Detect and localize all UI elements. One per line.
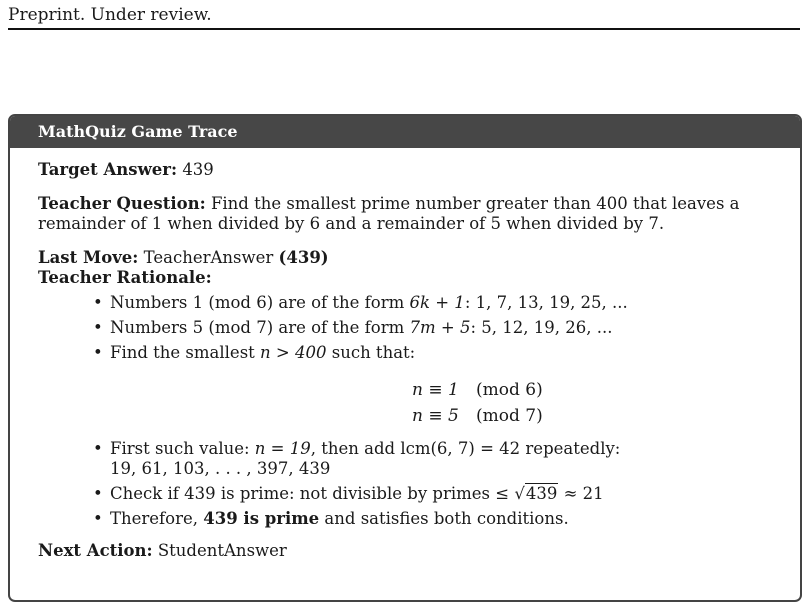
next-action bbox=[38, 541, 772, 561]
bullet4-text: First such value: bbox=[110, 439, 255, 458]
target-answer bbox=[38, 160, 772, 180]
bullet1-math: 6k + 1 bbox=[409, 293, 465, 312]
box-content bbox=[10, 148, 800, 561]
bullet4-mid: , then add bbox=[310, 439, 401, 458]
list-item bbox=[38, 509, 772, 529]
bullet3-math: n > 400 bbox=[260, 343, 327, 362]
congruence-2 bbox=[412, 403, 772, 429]
bullet3-tail: such that: bbox=[326, 343, 416, 362]
last-move-label: Last Move: bbox=[38, 248, 139, 267]
last-move bbox=[38, 248, 772, 268]
list-item bbox=[38, 439, 772, 479]
bullet1-text: Numbers 1 (mod 6) are of the form bbox=[110, 293, 410, 312]
question-label: Teacher Question: bbox=[38, 194, 206, 213]
congruence-1 bbox=[412, 377, 772, 403]
eq2-rhs: (mod 7) bbox=[476, 406, 543, 426]
teacher-question bbox=[38, 194, 772, 234]
eq2-lhs: n ≡ 5 bbox=[412, 406, 459, 426]
rationale-label bbox=[38, 268, 772, 288]
bullet4-math2: lcm(6, 7) = 42 bbox=[400, 439, 521, 458]
list-item bbox=[38, 343, 772, 429]
rationale-label-text: Teacher Rationale: bbox=[38, 268, 212, 287]
list-item bbox=[38, 484, 772, 504]
bullet4-sequence: 19, 61, 103, . . . , 397, 439 bbox=[110, 459, 331, 478]
bullet5-tail: ≈ 21 bbox=[558, 484, 604, 503]
bullet5-text: Check if 439 is prime: not divisible by primes ≤ √ bbox=[110, 484, 525, 503]
next-label: Next Action: bbox=[38, 541, 153, 560]
rationale-list bbox=[38, 293, 772, 529]
congruence-system bbox=[110, 377, 772, 429]
trace-box bbox=[8, 114, 802, 602]
target-value: 439 bbox=[182, 160, 214, 179]
next-value: StudentAnswer bbox=[157, 541, 287, 560]
last-move-answer: (439) bbox=[278, 248, 329, 267]
list-item bbox=[38, 293, 772, 313]
bullet6-bold: 439 is prime bbox=[203, 509, 320, 528]
question-text: Find the smallest prime number greater than 400 that leaves a remainder of 1 when divided by 6 and a remainder of 5 when divided by 7. bbox=[38, 194, 740, 233]
sqrt-radicand: 439 bbox=[525, 484, 558, 503]
bullet3-text: Find the smallest bbox=[110, 343, 261, 362]
bullet1-seq: : 1, 7, 13, 19, 25, ... bbox=[464, 293, 628, 312]
list-item bbox=[38, 318, 772, 338]
target-label: Target Answer: bbox=[38, 160, 178, 179]
bullet6-text: Therefore, bbox=[110, 509, 204, 528]
bullet2-text: Numbers 5 (mod 7) are of the form bbox=[110, 318, 410, 337]
box-title: MathQuiz Game Trace bbox=[10, 116, 800, 148]
bullet4-math1: n = 19 bbox=[254, 439, 311, 458]
bullet2-seq: : 5, 12, 19, 26, ... bbox=[470, 318, 613, 337]
preprint-header: Preprint. Under review. bbox=[8, 5, 212, 25]
last-move-value: TeacherAnswer bbox=[143, 248, 274, 267]
bullet6-tail: and satisfies both conditions. bbox=[319, 509, 569, 528]
eq1-rhs: (mod 6) bbox=[476, 380, 543, 400]
bullet4-tail: repeatedly: bbox=[520, 439, 621, 458]
bullet2-math: 7m + 5 bbox=[409, 318, 471, 337]
header-rule bbox=[8, 28, 800, 30]
eq1-lhs: n ≡ 1 bbox=[412, 380, 459, 400]
